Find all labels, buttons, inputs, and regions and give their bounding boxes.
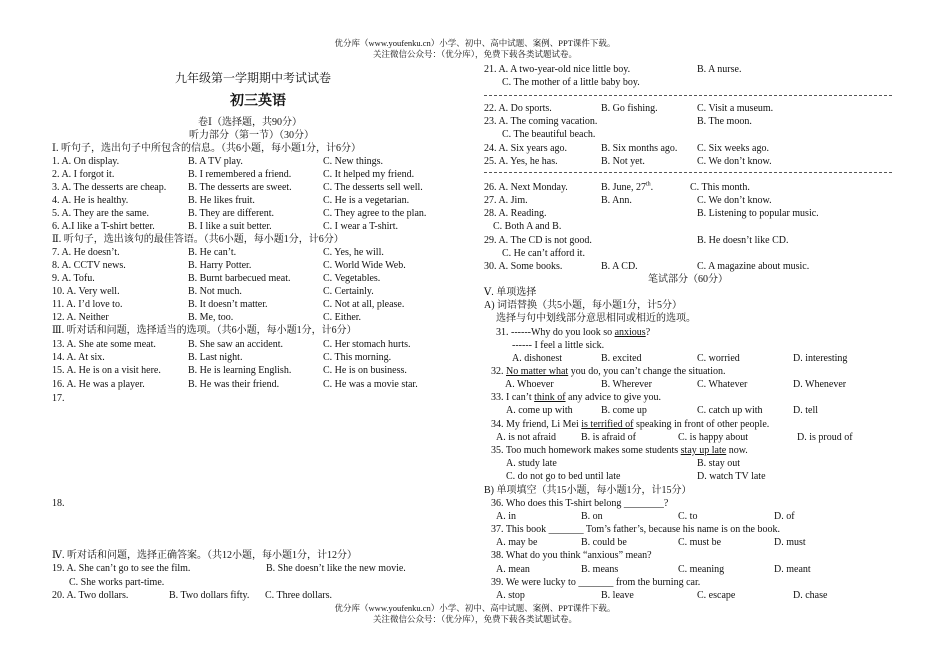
- option-b: B. He likes fruit.: [188, 195, 255, 206]
- option-b: B. I remembered a friend.: [188, 169, 292, 180]
- option-a: 3. A. The desserts are cheap.: [52, 182, 167, 193]
- option-b: B. Not yet.: [601, 156, 645, 167]
- option-b: B. is afraid of: [581, 432, 636, 443]
- page-header-line-2: 关注微信公众号：（优分库），免费下载各类试题试卷。: [372, 49, 577, 59]
- q19-option-a: 19. A. She can’t go to see the film.: [52, 563, 191, 574]
- option-c: C. is happy about: [678, 432, 748, 443]
- option-a: 25. A. Yes, he has.: [484, 156, 558, 167]
- option-a: A. Whoever: [505, 379, 554, 390]
- underlined-word: think of: [534, 392, 566, 403]
- option-c: C. escape: [697, 590, 736, 601]
- option-b: B. He is learning English.: [188, 365, 292, 376]
- question-text: 35. Too much homework makes some students: [491, 445, 681, 456]
- q20-option-b: B. Two dollars fifty.: [169, 590, 250, 601]
- option-a: 9. A. Tofu.: [52, 273, 95, 284]
- written-section-title: 笔试部分（60分）: [648, 274, 728, 285]
- option-b: B. Harry Potter.: [188, 260, 252, 271]
- option-c: C. We don’t know.: [697, 195, 772, 206]
- option-b: B. excited: [601, 353, 642, 364]
- option-c: C. This morning.: [323, 352, 392, 363]
- option-b: B. Six months ago.: [601, 143, 678, 154]
- option-c: C. Six weeks ago.: [697, 143, 769, 154]
- subject-title: 初三英语: [230, 94, 286, 109]
- option-a: 15. A. He is on a visit here.: [52, 365, 161, 376]
- option-d: D. is proud of: [797, 432, 853, 443]
- option-b: B. A TV play.: [188, 156, 243, 167]
- underlined-word: No matter what: [506, 366, 569, 377]
- question-32: [491, 365, 725, 378]
- option-b: [601, 181, 653, 194]
- option-c: C. do not go to bed until late: [506, 471, 621, 482]
- option-c: C. World Wide Web.: [323, 260, 406, 271]
- dashed-divider: [484, 95, 892, 96]
- option-b: B. means: [581, 564, 619, 575]
- question-31-reply: ------ I feel a little sick.: [512, 340, 605, 351]
- option-b: B. A CD.: [601, 261, 638, 272]
- question-31: [496, 326, 650, 339]
- q19-option-b: B. She doesn’t like the new movie.: [266, 563, 406, 574]
- question-34: [491, 418, 769, 431]
- option-a: 26. A. Next Monday.: [484, 182, 568, 193]
- question-text: you do, you can’t change the situation.: [568, 366, 726, 377]
- page-footer-line-1: 优分库（www.youfenku.cn）小学、初中、高中试题、案例、PPT课件下载。: [334, 603, 616, 613]
- question-text: 34. My friend, Li Mei: [491, 419, 582, 430]
- option-b: B. Ann.: [601, 195, 632, 206]
- option-d: D. chase: [793, 590, 828, 601]
- question-text: any advice to give you.: [565, 392, 662, 403]
- q19-option-c: C. She works part-time.: [69, 577, 165, 588]
- question-37: 37. This book _______ Tom’s father’s, because his name is on the book.: [491, 524, 780, 535]
- page-header-line-1: 优分库（www.youfenku.cn）小学、初中、高中试题、案例、PPT课件下载。: [334, 38, 616, 48]
- option-d: D. Whenever: [793, 379, 847, 390]
- option-b: B. leave: [601, 590, 634, 601]
- underlined-word: is terrified of: [581, 419, 634, 430]
- option-a: 14. A. At six.: [52, 352, 105, 363]
- option-b: B. Burnt barbecued meat.: [188, 273, 291, 284]
- option-a: 23. A. The coming vacation.: [484, 116, 598, 127]
- option-a: A. stop: [496, 590, 525, 601]
- option-b: B. Last night.: [188, 352, 243, 363]
- option-a: 8. A. CCTV news.: [52, 260, 126, 271]
- option-a: 28. A. Reading.: [484, 208, 547, 219]
- option-a: A. dishonest: [512, 353, 562, 364]
- option-a: 4. A. He is healthy.: [52, 195, 129, 206]
- page-footer-line-2: 关注微信公众号：（优分库），免费下载各类试题试卷。: [372, 614, 577, 624]
- option-a: A. come up with: [506, 405, 573, 416]
- option-b-text: B. June, 27: [601, 182, 646, 193]
- option-a: A. is not afraid: [496, 432, 556, 443]
- dashed-divider: [484, 172, 892, 173]
- q21-option-c: C. The mother of a little baby boy.: [502, 77, 640, 88]
- option-c: C. Her stomach hurts.: [323, 339, 411, 350]
- option-c: C. This month.: [690, 182, 750, 193]
- question-text: speaking in front of other people.: [633, 419, 770, 430]
- option-c: C. Certainly.: [323, 286, 374, 297]
- option-b: B. She saw an accident.: [188, 339, 283, 350]
- option-d: D. meant: [774, 564, 811, 575]
- partA-instruction: 选择与句中划线部分意思相同或相近的选项。: [496, 313, 696, 324]
- option-a: 5. A. They are the same.: [52, 208, 150, 219]
- question-text: now.: [726, 445, 748, 456]
- part2-heading: Ⅱ. 听句子，选出该句的最佳答语。（共6小题，每小题1分，计6分）: [52, 234, 344, 245]
- exam-title: 九年级第一学期期中考试试卷: [175, 71, 332, 85]
- option-a: 24. A. Six years ago.: [484, 143, 568, 154]
- option-c: C. to: [678, 511, 698, 522]
- option-b: B. Me, too.: [188, 312, 234, 323]
- ordinal-suffix: th: [646, 181, 651, 188]
- question-text: 33. I can’t: [491, 392, 535, 403]
- option-c: C. We don’t know.: [697, 156, 772, 167]
- option-a: A. study late: [506, 458, 557, 469]
- option-c: C. must be: [678, 537, 722, 548]
- option-b: B. They are different.: [188, 208, 274, 219]
- option-b: B. I like a suit better.: [188, 221, 272, 232]
- option-a: 7. A. He doesn’t.: [52, 247, 120, 258]
- option-a: 6. A.I like a T-shirt better.: [52, 221, 155, 232]
- q21-option-a: 21. A. A two-year-old nice little boy.: [484, 64, 631, 75]
- option-a: A. in: [496, 511, 516, 522]
- option-c: C. meaning: [678, 564, 725, 575]
- option-b-period: .: [650, 182, 654, 193]
- underlined-word: anxious: [614, 327, 646, 338]
- option-c: C. Visit a museum.: [697, 103, 774, 114]
- option-d: D. interesting: [793, 353, 848, 364]
- part5-heading: Ⅴ. 单项选择: [484, 287, 537, 298]
- option-c: C. He is a vegetarian.: [323, 195, 410, 206]
- option-a: A. may be: [496, 537, 538, 548]
- question-39: 39. We were lucky to _______ from the burning car.: [491, 577, 701, 588]
- option-c: C. He was a movie star.: [323, 379, 418, 390]
- question-18-number: 18.: [52, 498, 65, 509]
- q20-option-a: 20. A. Two dollars.: [52, 590, 129, 601]
- option-b: B. Go fishing.: [601, 103, 658, 114]
- option-c: C. He can’t afford it.: [502, 248, 585, 259]
- q21-option-b: B. A nurse.: [697, 64, 742, 75]
- option-c: C. He is on business.: [323, 365, 407, 376]
- question-33: [491, 391, 661, 404]
- option-b: B. could be: [581, 537, 627, 548]
- option-c: C. Vegetables.: [323, 273, 381, 284]
- option-d: D. of: [774, 511, 795, 522]
- option-d: D. watch TV late: [697, 471, 766, 482]
- option-d: D. tell: [793, 405, 818, 416]
- option-a: 29. A. The CD is not good.: [484, 235, 592, 246]
- option-a: 1. A. On display.: [52, 156, 120, 167]
- option-c: C. The beautiful beach.: [502, 129, 596, 140]
- option-d: D. must: [774, 537, 806, 548]
- option-a: 10. A. Very well.: [52, 286, 120, 297]
- option-b: B. He doesn’t like CD.: [697, 235, 789, 246]
- underlined-word: stay up late: [680, 445, 727, 456]
- question-text: ?: [645, 327, 651, 338]
- option-c: C. Whatever: [697, 379, 748, 390]
- option-c: C. Yes, he will.: [323, 247, 384, 258]
- option-b: B. The desserts are sweet.: [188, 182, 292, 193]
- volume-title: 卷Ⅰ（选择题，共90分）: [198, 117, 302, 128]
- option-a: 22. A. Do sports.: [484, 103, 552, 114]
- option-b: B. Listening to popular music.: [697, 208, 819, 219]
- option-c: C. They agree to the plan.: [323, 208, 427, 219]
- option-c: C. Both A and B.: [493, 221, 562, 232]
- option-a: 2. A. I forgot it.: [52, 169, 115, 180]
- option-b: B. The moon.: [697, 116, 752, 127]
- q20-option-c: C. Three dollars.: [265, 590, 333, 601]
- question-35: [491, 444, 748, 457]
- option-b: B. He was their friend.: [188, 379, 280, 390]
- option-c: C. A magazine about music.: [697, 261, 810, 272]
- option-c: C. catch up with: [697, 405, 763, 416]
- question-17-number: 17.: [52, 393, 65, 404]
- option-c: C. Not at all, please.: [323, 299, 405, 310]
- question-text: 31. ------Why do you look so: [496, 327, 615, 338]
- option-a: 30. A. Some books.: [484, 261, 563, 272]
- partB-heading: B) 单项填空（共15小题，每小题1分，计15分）: [484, 485, 692, 496]
- option-c: C. The desserts sell well.: [323, 182, 423, 193]
- option-b: B. stay out: [697, 458, 741, 469]
- question-text: 32.: [491, 366, 506, 377]
- option-a: 13. A. She ate some meat.: [52, 339, 156, 350]
- option-c: C. It helped my friend.: [323, 169, 415, 180]
- option-a: 11. A. I’d love to.: [52, 299, 123, 310]
- option-c: C. worried: [697, 353, 740, 364]
- option-b: B. on: [581, 511, 603, 522]
- option-c: C. New things.: [323, 156, 383, 167]
- question-36: 36. Who does this T-shirt belong ________?: [491, 498, 669, 509]
- option-a: A. mean: [496, 564, 530, 575]
- part3-heading: Ⅲ. 听对话和问题，选择适当的选项。（共6小题，每小题1分，计6分）: [52, 325, 357, 336]
- option-c: C. Either.: [323, 312, 362, 323]
- option-a: 12. A. Neither: [52, 312, 109, 323]
- option-b: B. Wherever: [601, 379, 652, 390]
- option-a: 16. A. He was a player.: [52, 379, 145, 390]
- partA-heading: A) 词语替换（共5小题，每小题1分，计5分）: [484, 300, 683, 311]
- part1-heading: Ⅰ. 听句子，选出句子中所包含的信息。（共6小题，每小题1分，计6分）: [52, 143, 361, 154]
- option-b: B. Not much.: [188, 286, 242, 297]
- question-38: 38. What do you think “anxious” mean?: [491, 550, 652, 561]
- option-c: C. I wear a T-shirt.: [323, 221, 398, 232]
- option-a: 27. A. Jim.: [484, 195, 528, 206]
- option-b: B. It doesn’t matter.: [188, 299, 268, 310]
- option-b: B. He can’t.: [188, 247, 237, 258]
- part4-heading: Ⅳ. 听对话和问题，选择正确答案。（共12小题，每小题1分，计12分）: [52, 550, 357, 561]
- option-b: B. come up: [601, 405, 647, 416]
- listening-title: 听力部分（第一节）（30分）: [189, 130, 314, 141]
